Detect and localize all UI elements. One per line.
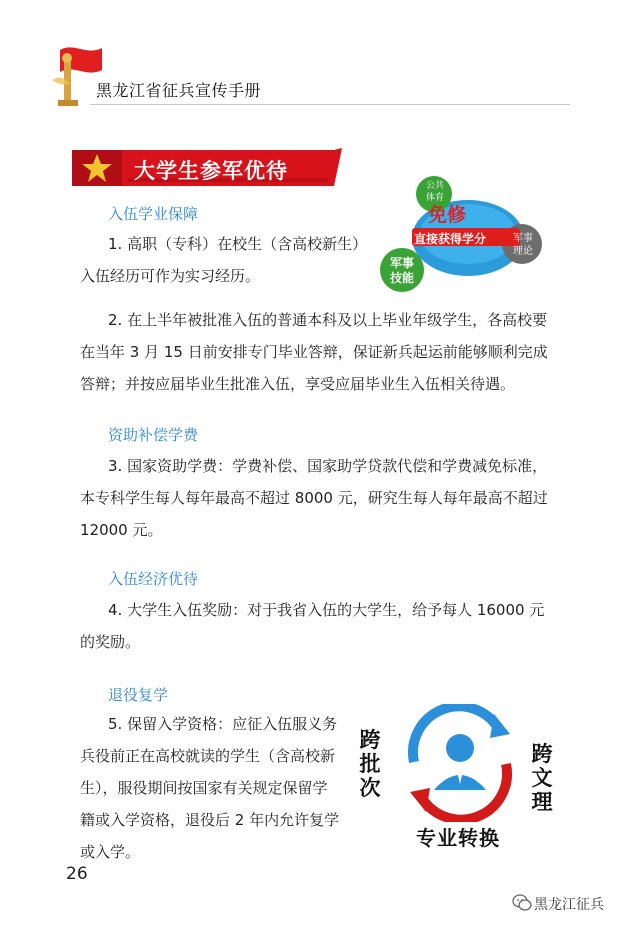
badge-center-sub: 直接获得学分 (414, 232, 487, 246)
transfer-bottom-label: 专业转换 (416, 826, 500, 850)
section-heading: 退役复学 (108, 686, 169, 704)
banner-title: 大学生参军优待 (134, 158, 288, 183)
section-paragraph (80, 260, 260, 292)
section-paragraph (80, 594, 580, 658)
page-number: 26 (66, 864, 88, 884)
paragraph-line: 2. 在上半年被批准入伍的普通本科及以上毕业年级学生，各高校要 (108, 311, 548, 329)
paragraph-line: 答辩；并按应届毕业生批准入伍，享受应届毕业生入伍相关待遇。 (80, 375, 516, 393)
transfer-left-label: 跨 批 次 (359, 727, 381, 800)
section-paragraph (80, 450, 580, 546)
section-heading: 入伍学业保障 (108, 205, 199, 223)
paragraph-line: 入伍经历可作为实习经历。 (80, 267, 261, 285)
paragraph-line: 生），服役期间按国家有关规定保留学 (80, 779, 328, 797)
major-transfer-graphic (394, 704, 526, 822)
section-heading: 入伍经济优待 (108, 570, 199, 588)
header-divider (90, 104, 570, 105)
paragraph-line: 4. 大学生入伍奖励：对于我省入伍的大学生，给予每人 16000 元 (108, 601, 545, 619)
paragraph-line: 或入学。 (80, 843, 141, 861)
section-heading: 资助补偿学费 (108, 426, 199, 444)
paragraph-line: 3. 国家资助学费：学费补偿、国家助学贷款代偿和学费减免标准， (108, 457, 548, 475)
paragraph-line: 本专科学生每人每年最高不超过 8000 元，研究生每人每年最高不超过 (80, 489, 548, 507)
section-paragraph (80, 304, 580, 400)
footer-brand: 黑龙江征兵 (534, 897, 604, 913)
badge-bubble-right: 军事 理论 (513, 233, 533, 257)
paragraph-line: 兵役前正在高校就读的学生（含高校新 (80, 747, 336, 765)
badge-bubble-top: 公共 体育 (425, 181, 444, 203)
section-paragraph (108, 228, 367, 260)
paragraph-line: 1. 高职（专科）在校生（含高校新生） (108, 235, 368, 253)
badge-center-main: 免修 (428, 204, 467, 226)
paragraph-line: 在当年 3 月 15 日前安排专门毕业答辩，保证新兵起运前能够顺利完成 (80, 343, 548, 361)
transfer-right-label: 跨 文 理 (531, 741, 553, 814)
badge-bubble-left: 军事 技能 (389, 256, 414, 285)
paragraph-line: 5. 保留入学资格：应征入伍服义务 (108, 715, 338, 733)
header-title: 黑龙江省征兵宣传手册 (96, 81, 262, 100)
section-paragraph (80, 708, 390, 868)
paragraph-line: 的奖励。 (80, 633, 141, 651)
paragraph-line: 籍或入学资格，退役后 2 年内允许复学 (80, 811, 340, 829)
wechat-icon (512, 894, 532, 912)
paragraph-line: 12000 元。 (80, 521, 163, 539)
